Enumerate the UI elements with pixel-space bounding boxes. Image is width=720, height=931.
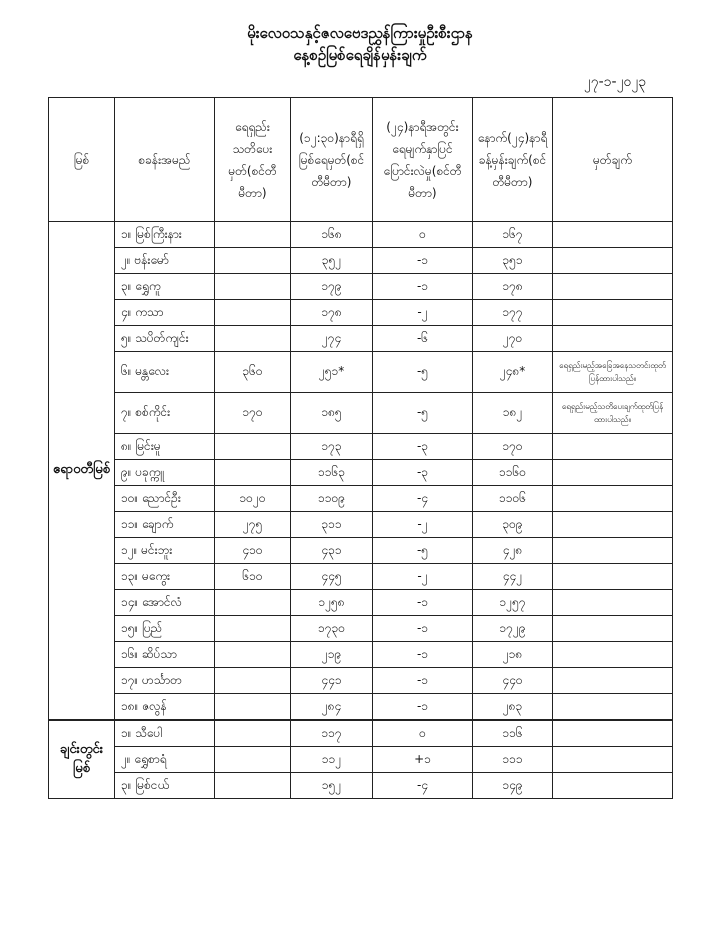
table-row: [49, 352, 673, 393]
remark: ရေရှည်းမည့်အခြေအနေသတင်းထုတ်ပြန်ထားပါသည်။: [553, 352, 673, 393]
river-name: ချင်းတွင်းမြစ်: [49, 720, 115, 799]
table-row: [49, 434, 673, 460]
station-name: ၁၇။ ဟင်္သာတ: [115, 668, 215, 694]
station-name: ၁၀။ ညောင်ဦး: [115, 486, 215, 512]
level-change: -၂: [373, 512, 473, 538]
level-change: ၀: [373, 222, 473, 248]
warning-level: ၃၆၀: [215, 352, 291, 393]
current-level: ၄၄၅: [291, 564, 373, 590]
current-level: ၁၇၉: [291, 274, 373, 300]
remark: [553, 564, 673, 590]
warning-level: [215, 326, 291, 352]
current-level: ၂၁၉: [291, 642, 373, 668]
warning-level: ၂၇၅: [215, 512, 291, 538]
remark: [553, 616, 673, 642]
table-row: [49, 300, 673, 326]
table-row: [49, 248, 673, 274]
forecast-level: ၁၁၆၀: [473, 460, 553, 486]
remark: [553, 590, 673, 616]
level-change: -၁: [373, 694, 473, 721]
remark: [553, 300, 673, 326]
table-row: [49, 222, 673, 248]
level-change: ၀: [373, 720, 473, 747]
forecast-level: ၂၄၈*: [473, 352, 553, 393]
header-forecast: နောက်(၂၄)နာရီခန့်မှန်းချက်(စင်တီမီတာ): [473, 98, 553, 222]
forecast-level: ၁၆၇: [473, 222, 553, 248]
table-row: [49, 538, 673, 564]
forecast-level: ၃၅၁: [473, 248, 553, 274]
level-change: -၄: [373, 486, 473, 512]
warning-level: [215, 248, 291, 274]
warning-level: [215, 642, 291, 668]
station-name: ၂။ ဗန်းမော်: [115, 248, 215, 274]
level-change: -၁: [373, 274, 473, 300]
level-change: +၁: [373, 747, 473, 773]
station-name: ၁၈။ ဇလွန်: [115, 694, 215, 721]
remark: [553, 720, 673, 747]
forecast-level: ၄၄၀: [473, 668, 553, 694]
station-name: ၁၂။ မင်းဘူး: [115, 538, 215, 564]
warning-level: [215, 434, 291, 460]
level-change: -၁: [373, 590, 473, 616]
current-level: ၁၁၆၃: [291, 460, 373, 486]
current-level: ၁၁၀၉: [291, 486, 373, 512]
current-level: ၁၅၂: [291, 773, 373, 799]
page-subtitle: နေ့စဉ်မြစ်ရေချိန်မှန်းချက်: [293, 46, 427, 64]
level-change: -၁: [373, 668, 473, 694]
current-level: ၄၃၁: [291, 538, 373, 564]
remark: [553, 512, 673, 538]
page-title: မိုးလေဝသနှင့်ဇလဗေဒညွှန်ကြားမှုဦးစီးဌာန: [247, 24, 473, 42]
station-name: ၃။ ရွှေကူ: [115, 274, 215, 300]
station-name: ၂။ ရွှေစာရံ: [115, 747, 215, 773]
station-name: ၈။ မြင်းမူ: [115, 434, 215, 460]
current-level: ၃၁၁: [291, 512, 373, 538]
header-river: မြစ်: [49, 98, 115, 222]
header-current-level: (၁၂:၃၀)နာရီရှိမြစ်ရေမှတ်(စင်တီမီတာ): [291, 98, 373, 222]
remark: [553, 222, 673, 248]
table-row: [49, 590, 673, 616]
station-name: ၇။ စစ်ကိုင်း: [115, 393, 215, 434]
station-name: ၁၃။ မကွေး: [115, 564, 215, 590]
remark: [553, 773, 673, 799]
level-change: -၁: [373, 616, 473, 642]
table-row: [49, 642, 673, 668]
header-warning-level: ရေရှည်းသတိပေးမှတ်(စင်တီမီတာ): [215, 98, 291, 222]
table-row: [49, 274, 673, 300]
current-level: ၁၂၅၈: [291, 590, 373, 616]
remark: [553, 538, 673, 564]
remark: [553, 694, 673, 721]
table-row: [49, 694, 673, 721]
forecast-level: ၁၇၇: [473, 300, 553, 326]
water-level-table: [48, 97, 673, 799]
table-body: [49, 222, 673, 799]
current-level: ၁၇၃: [291, 434, 373, 460]
warning-level: [215, 222, 291, 248]
station-name: ၁။ သီပေါ: [115, 720, 215, 747]
header-station: စခန်းအမည်: [115, 98, 215, 222]
station-name: ၁၆။ ဆိပ်သာ: [115, 642, 215, 668]
forecast-level: ၁၈၂: [473, 393, 553, 434]
station-name: ၁၁။ ချောက်: [115, 512, 215, 538]
current-level: ၁၇၃၀: [291, 616, 373, 642]
remark: [553, 326, 673, 352]
warning-level: ၆၁၀: [215, 564, 291, 590]
warning-level: [215, 694, 291, 721]
table-header-row: [49, 98, 673, 222]
forecast-level: ၁၇၀: [473, 434, 553, 460]
station-name: ၁၄။ အောင်လံ: [115, 590, 215, 616]
warning-level: [215, 773, 291, 799]
remark: [553, 486, 673, 512]
current-level: ၁၈၅: [291, 393, 373, 434]
current-level: ၁၁၂: [291, 747, 373, 773]
forecast-level: ၁၄၉: [473, 773, 553, 799]
station-name: ၄။ ကသာ: [115, 300, 215, 326]
warning-level: ၄၁၀: [215, 538, 291, 564]
current-level: ၁၇၈: [291, 300, 373, 326]
river-name: ဧရာဝတီမြစ်: [49, 222, 115, 721]
forecast-level: ၁၁၆: [473, 720, 553, 747]
table-row: [49, 616, 673, 642]
table-row: [49, 668, 673, 694]
level-change: -၁: [373, 248, 473, 274]
current-level: ၂၈၄: [291, 694, 373, 721]
warning-level: [215, 747, 291, 773]
forecast-level: ၂၁၈: [473, 642, 553, 668]
current-level: ၃၅၂: [291, 248, 373, 274]
table-row: [49, 773, 673, 799]
table-row: [49, 747, 673, 773]
level-change: -၃: [373, 434, 473, 460]
forecast-level: ၄၄၂: [473, 564, 553, 590]
table-row: [49, 486, 673, 512]
forecast-level: ၁၁၁: [473, 747, 553, 773]
level-change: -၁: [373, 642, 473, 668]
level-change: -၆: [373, 326, 473, 352]
warning-level: ၁၀၂၀: [215, 486, 291, 512]
remark: [553, 248, 673, 274]
current-level: ၁၁၇: [291, 720, 373, 747]
station-name: ၆။ မန္တလေး: [115, 352, 215, 393]
table-row: [49, 512, 673, 538]
current-level: ၂၅၁*: [291, 352, 373, 393]
remark: [553, 274, 673, 300]
station-name: ၃။ မြစ်ငယ်: [115, 773, 215, 799]
level-change: -၂: [373, 300, 473, 326]
header-remark: မှတ်ချက်: [553, 98, 673, 222]
forecast-level: ၂၈၃: [473, 694, 553, 721]
station-name: ၉။ ပခုက္ကူ: [115, 460, 215, 486]
level-change: -၅: [373, 393, 473, 434]
station-name: ၁၅။ ပြည်: [115, 616, 215, 642]
level-change: -၅: [373, 352, 473, 393]
remark: [553, 642, 673, 668]
warning-level: [215, 616, 291, 642]
forecast-level: ၁၁၀၆: [473, 486, 553, 512]
station-name: ၁။ မြစ်ကြီးနား: [115, 222, 215, 248]
level-change: -၃: [373, 460, 473, 486]
forecast-level: ၁၇၈: [473, 274, 553, 300]
level-change: -၂: [373, 564, 473, 590]
forecast-level: ၂၇၀: [473, 326, 553, 352]
remark: [553, 460, 673, 486]
warning-level: [215, 274, 291, 300]
remark: ရေရှည်းမည့်သတိပေးချက်ထုတ်ပြန်ထားပါသည်။: [553, 393, 673, 434]
forecast-level: ၁၂၅၇: [473, 590, 553, 616]
header-24h-change: (၂၄)နာရီအတွင်းရေမျက်နှာပြင်ပြောင်းလဲမှု(စင်တီမီတာ): [373, 98, 473, 222]
station-name: ၅။ သပိတ်ကျင်း: [115, 326, 215, 352]
level-change: -၅: [373, 538, 473, 564]
remark: [553, 747, 673, 773]
remark: [553, 668, 673, 694]
table-row: [49, 460, 673, 486]
warning-level: [215, 300, 291, 326]
current-level: ၁၆၈: [291, 222, 373, 248]
warning-level: [215, 590, 291, 616]
current-level: ၂၇၄: [291, 326, 373, 352]
forecast-level: ၃၀၉: [473, 512, 553, 538]
warning-level: [215, 460, 291, 486]
forecast-level: ၁၇၂၉: [473, 616, 553, 642]
table-row: [49, 720, 673, 747]
table-row: [49, 564, 673, 590]
remark: [553, 434, 673, 460]
forecast-level: ၄၂၈: [473, 538, 553, 564]
warning-level: ၁၇၀: [215, 393, 291, 434]
level-change: -၄: [373, 773, 473, 799]
current-level: ၄၄၁: [291, 668, 373, 694]
warning-level: [215, 668, 291, 694]
table-row: [49, 326, 673, 352]
warning-level: [215, 720, 291, 747]
table-row: [49, 393, 673, 434]
report-date: ၂၇-၁-၂၀၂၃: [583, 74, 647, 90]
